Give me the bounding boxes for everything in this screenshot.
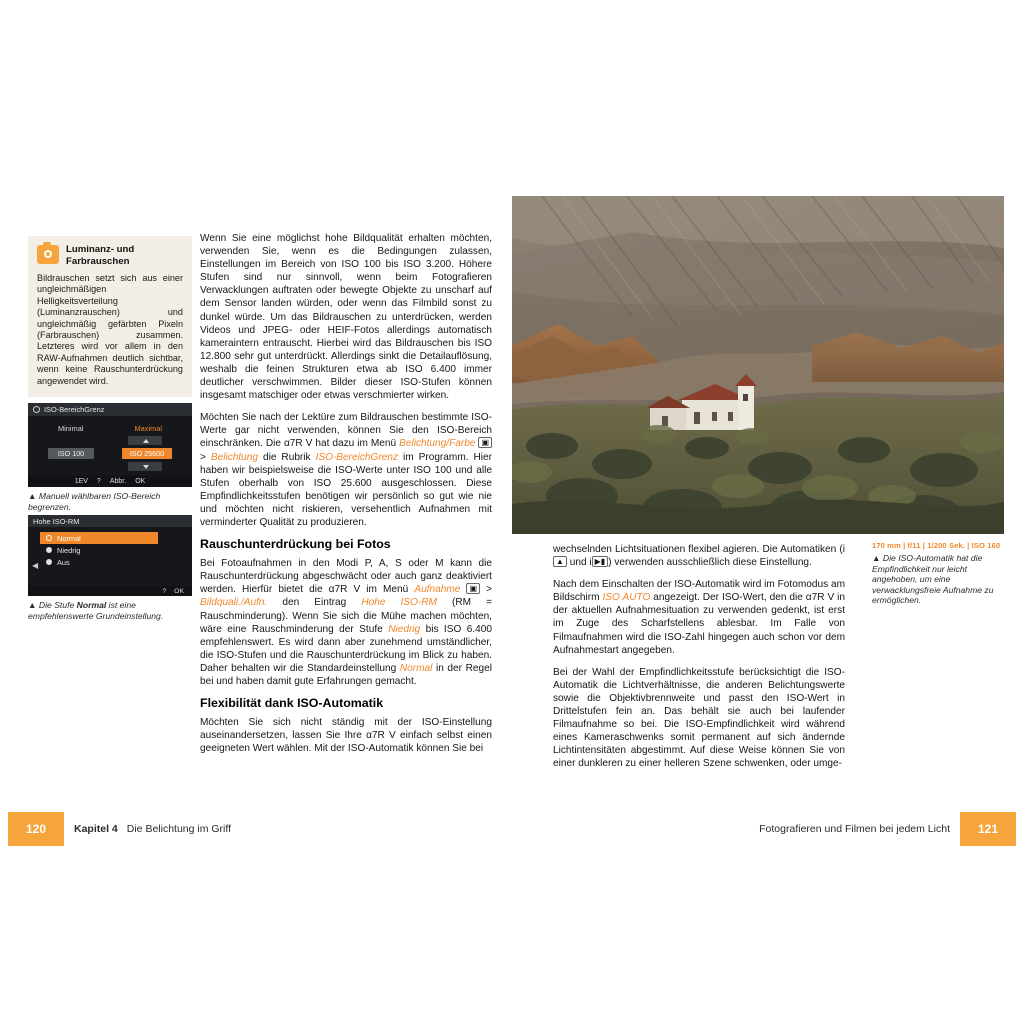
screenshot1-max-value[interactable]: ISO 25600: [122, 448, 172, 459]
caption-triangle-icon: ▲: [28, 491, 39, 501]
right-paragraph-3: Bei der Wahl der Empfindlichkeitsstufe berücksichtigt die ISO-Automatik die Lichtverhältnisse, die anderen Belichtungswerte sowie die Objektivbrennweite und passt den ISO-Wert in Drittelstufen fein an. Das behält sie auch bei laufender Filmaufnahme so bei. Die ISO-Empfindlichkeit wird während eines Kameraschwenks somit permanent auf sich ändernde Lichtintensitäten abgestimmt. Auf diese Weise können Sie von einer dunkleren zu einer helleren Szene schwenken, oder umge-: [553, 666, 845, 770]
menu-icon: ▣: [478, 437, 492, 448]
camera-icon: [37, 245, 59, 264]
right-footer: [512, 812, 1016, 846]
photo-mode-icon: ▲: [553, 556, 567, 567]
menu-ref-belichtung: Belichtung: [210, 451, 259, 463]
screenshot2-caption-post: ist eine empfehlenswerte Grundeinstellung.: [28, 600, 164, 621]
p2-c: >: [200, 451, 211, 463]
tip-box-title: Luminanz- und Farbrauschen: [66, 244, 135, 267]
screenshot1-max-label: Maximal: [134, 424, 162, 433]
page-number-left: 120: [8, 812, 64, 846]
paragraph-4: Möchten Sie sich nicht ständig mit der ISO-Einstellung auseinandersetzen, lassen Sie Ihre α7R V einfach selbst einen geeigneten Wert wählen. Mit der ISO-Automatik können Sie bei: [200, 717, 492, 755]
menu-icon: ▣: [466, 583, 480, 594]
p3-d: den Eintrag: [267, 597, 362, 609]
left-text-column: [200, 232, 492, 764]
left-footer: [8, 812, 504, 846]
tip-box-header: [37, 244, 183, 267]
screenshot1-caption-text: Manuell wählbaren ISO-Bereich begrenzen.: [28, 491, 161, 512]
screenshot2-caption-emphasis: Normal: [76, 600, 107, 610]
screenshot1-down-button[interactable]: [128, 462, 162, 471]
screenshot2-bottom-bar: [28, 586, 192, 596]
p2-d: die Rubrik: [258, 451, 316, 463]
radio-icon: [46, 559, 52, 565]
movie-mode-icon: ▶▮: [592, 556, 609, 567]
menu-ref-iso-bereichgrenz: ISO-BereichGrenz: [315, 451, 399, 463]
menu-ref-niedrig: Niedrig: [388, 623, 421, 635]
left-page: [8, 178, 504, 846]
page-number-right: 121: [960, 812, 1016, 846]
heading-rauschunterdrueckung: Rauschunterdrückung bei Fotos: [200, 537, 391, 552]
photo-caption-text: Die ISO-Automatik hat die Empfindlichkeit nur leicht angehoben, um eine verwacklungsfreie Aufnahme zu ermöglichen.: [872, 553, 994, 606]
menu-ref-bildquali-aufn: Bildquali./Aufn.: [200, 597, 268, 609]
screenshot2-title: Hohe ISO-RM: [33, 516, 80, 526]
tip-box-body: Bildrauschen setzt sich aus einer ungleichmäßigen Helligkeitsverteilung (Luminanzrauschen) und ungleichmäßig gefärbten Pixeln (Farbrauschen) zusammen. Letzteres wird vor allem in den RAW-Aufnahmen deutlich sichtbar, wenn keine Rauschunterdrückung angewendet wird.: [37, 273, 183, 386]
chapter-label: Kapitel 4: [74, 823, 118, 835]
screenshot2-option-niedrig[interactable]: [40, 544, 158, 556]
p2-e: im Programm. Hier haben wir beispielsweise die ISO-Werte unter ISO 100 und alle Stufen oberhalb von ISO 25.600 ausgeschlossen. Diese Empfindlichkeitsstufen benötigen wir persönlich so gut wie nie und möchten nicht riskieren, versehentlich Aufnahmen mit verminderter Qualität zu produzieren.: [200, 451, 493, 528]
right-paragraph-2: [553, 578, 845, 657]
screenshot1-up-button[interactable]: [128, 436, 162, 445]
p3-c: >: [480, 584, 492, 596]
screenshot1-caption: [28, 491, 196, 512]
screenshot1-bar-item-1[interactable]: ?: [96, 478, 101, 485]
rp2-b: angezeigt. Der ISO-Wert, den die α7R V in der aktuellen Aufnahmesituation zu verwenden gedenkt, ist erst im Zuge des Scharfstellens ablesbar. Im Falle von Filmaufnahmen wird die ISO-Zahl hingegen auch schon vor dem Aufnahmestart angegeben.: [553, 592, 845, 656]
screenshot1-min-value[interactable]: ISO 100: [48, 448, 94, 459]
rp1-c: ) verwenden ausschließlich diese Einstellung.: [608, 557, 812, 569]
screenshot1-bottom-bar: [28, 476, 192, 487]
screenshot1-titlebar: [28, 403, 192, 416]
rp1-a: wechselnden Lichtsituationen flexibel agieren. Die Automatiken (i: [553, 544, 845, 555]
photo-caption: [872, 553, 1006, 606]
paragraph-3: [200, 557, 492, 688]
menu-ref-aufnahme: Aufnahme: [414, 584, 461, 596]
p3-g: in der Regel bei und haben damit gute Erfahrungen gemacht.: [200, 662, 492, 687]
tip-box: [28, 236, 192, 397]
p3-a: Bei Fotoaufnahmen in den Modi P, A, S oder M kann die Rauschunterdrückung abgeschwächt oder auch ganz deaktiviert werden. Hierfür bietet die α7R V im Menü: [200, 558, 492, 596]
record-dot-icon: [33, 406, 40, 413]
paragraph-2: [200, 411, 492, 529]
rp2-a: Nach dem Einschalten der ISO-Automatik wird im Fotomodus am Bildschirm: [553, 579, 845, 604]
radio-icon: [46, 547, 52, 553]
heading-iso-automatik: Flexibilität dank ISO-Automatik: [200, 696, 384, 711]
screenshot1-min-label: Minimal: [58, 424, 84, 433]
p3-e: (RM = Rauschminderung). Wenn Sie sich die Mühe machen möchten, wäre eine Rauschminderung der Stufe: [200, 597, 492, 635]
p2-a: Möchten Sie nach der Lektüre zum Bildrauschen bestimmte ISO-Werte gar nicht verwenden, können Sie den ISO-Bereich einschränken. Die α7R V hat dazu im Menü: [200, 412, 492, 450]
menu-ref-belichtung-farbe: Belichtung/Farbe: [399, 438, 476, 450]
screenshot1-bar-item-3[interactable]: OK: [135, 478, 146, 485]
screenshot2-option-normal-label: Normal: [57, 533, 81, 543]
camera-screenshot-high-iso-nr: [28, 515, 192, 596]
caption-triangle-icon: ▲: [28, 600, 39, 610]
screenshot1-bar-item-2[interactable]: Abbr.: [109, 478, 127, 485]
camera-screenshot-iso-range: [28, 403, 192, 487]
screenshot1-title: ISO-BereichGrenz: [44, 405, 105, 414]
screenshot2-caption-pre: Die Stufe: [38, 600, 77, 610]
radio-icon: [46, 535, 52, 541]
chevron-left-icon[interactable]: ◀: [32, 561, 39, 570]
screenshot2-option-aus[interactable]: [40, 556, 158, 568]
screenshot1-bar-item-0[interactable]: 1EV: [74, 478, 88, 485]
right-paragraph-1: [553, 543, 845, 569]
chapter-title: Die Belichtung im Griff: [126, 823, 232, 835]
screenshot2-option-niedrig-label: Niedrig: [57, 545, 81, 555]
caption-triangle-icon: ▲: [872, 553, 883, 563]
menu-ref-hohe-iso-rm: Hohe ISO-RM: [361, 597, 437, 609]
photo-exif: 170 mm | f/11 | 1/200 Sek. | ISO 160: [872, 541, 1001, 550]
p3-f: bis ISO 6.400 empfehlenswert. Es wird dann aber zunehmend umständlicher, die ISO-Stufen und die Rauschunterdrückung im Blick zu haben. Daher behalten wir die Standardeinstellung: [200, 623, 493, 674]
screenshot2-bar-item-0[interactable]: ?: [162, 587, 167, 595]
rp1-b: und i: [566, 557, 592, 569]
right-text-column: [553, 543, 845, 780]
photo-mountain-chapel: [512, 196, 1004, 534]
screenshot2-option-aus-label: Aus: [57, 557, 70, 567]
right-footer-text: Fotografieren und Filmen bei jedem Licht: [759, 823, 950, 835]
screenshot2-option-normal[interactable]: [40, 532, 158, 544]
screenshot2-option-list: [40, 532, 158, 568]
menu-ref-iso-auto: ISO AUTO: [602, 592, 651, 604]
paragraph-1: Wenn Sie eine möglichst hohe Bildqualität erhalten möchten, verwenden Sie, wenn es die Bedingungen zulassen, Einstellungen im Bereich von ISO 100 bis ISO 3.200. Höhere Stufen sind nur sinnvoll, wenn beim Fotografieren Verwacklungen auftraten oder bewegte Objekte zu unscharf auf dem Sensor landen würden, oder wenn das Filmbild sonst zu dunkel würde. Um das Bildrauschen zu unterdrücken, werden Videos und JPEG- oder HEIF-Fotos allerdings automatisch kameraintern entrauscht. Hierbei wird das Bildrauschen bis ISO 12.800 sehr gut unterdrückt. Allerdings sinkt die Detailauflösung, weshalb die feinen Strukturen etwa ab ISO 6.400 immer deutlicher verschwimmen. Bilder dieser ISO-Stufen können insgesamt matschiger oder etwas verschmierter wirken.: [200, 233, 492, 402]
screenshot2-titlebar: [28, 515, 192, 527]
screenshot2-caption: [28, 600, 196, 621]
menu-ref-normal: Normal: [399, 662, 433, 674]
left-footer-text: [74, 812, 231, 846]
screenshot2-bar-item-1[interactable]: OK: [174, 587, 184, 595]
